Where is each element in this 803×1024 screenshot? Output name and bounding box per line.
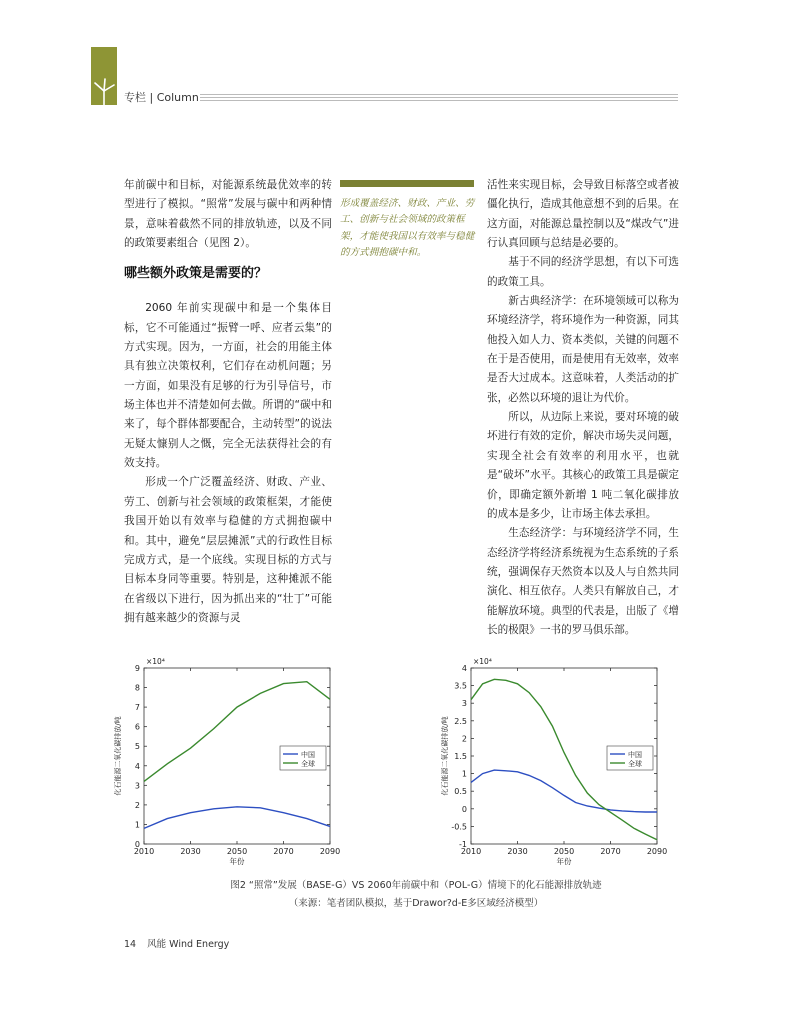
paragraph: 生态经济学：与环境经济学不同，生态经济学将经济系统视为生态系统的子系统，强调保存天然资本以及人与自然共同演化、相互依存。人类只有解放自己，才能解放环境。典型的代表是，出版了《增长的极限》一书的罗马俱乐部。 [487,527,679,636]
paragraph: 2060 年前实现碳中和是一个集体目标，它不可能通过“振臂一呼、应者云集”的方式实现。因为，一方面，社会的用能主体具有独立决策权利，它们存在动机问题；另一方面，如果没有足够的行为引导信号，市场主体也并不清楚如何去做。所谓的“碳中和来了，每个群体都要配合，主动转型”的说法无疑太慷别人之慨，完全无法获得社会的有效支持。 [124,302,332,470]
series-line-china [471,770,657,812]
y-exponent-label: ×10⁴ [146,657,165,666]
x-tick-label: 2030 [507,847,528,856]
y-axis-label: 化石能源二氧化碳排放/吨 [441,716,449,796]
y-tick-label: 3 [134,781,140,791]
y-tick-label: 2 [461,734,467,744]
magazine-name: 风能 Wind Energy [147,939,230,950]
y-tick-label: 2.5 [454,716,467,726]
paragraph: 新古典经济学：在环境领域可以称为环境经济学，将环境作为一种资源，同其他投入如人力、资本类似，关键的问题不在于是否使用，而是使用有无效率，效率是否大过成本。这意味着，人类活动的扩张，必然以环境的退让为代价。 [487,295,679,404]
section-heading: 哪些额外政策是需要的？ [124,266,268,282]
chart-base-g [110,650,360,870]
y-tick-label: 2 [134,800,140,810]
pullquote: 形成覆盖经济、财政、产业、劳工、创新与社会领域的政策框架，才能使我国以有效率与稳健的方式拥抱碳中和。 [340,198,475,258]
pullquote-bar [340,180,474,187]
y-axis-label: 化石能源二氧化碳排放/吨 [114,716,122,796]
x-tick-label: 2090 [319,847,341,856]
x-axis-label: 年份 [229,857,245,866]
legend-label: 全球 [301,760,315,768]
page-footer [124,936,237,950]
series-line-china [144,807,330,829]
x-tick-label: 2010 [133,847,155,856]
wind-turbine-logo [91,47,117,105]
y-tick-label: 0 [461,804,467,814]
y-tick-label: 3.5 [454,681,467,691]
y-tick-label: -1 [459,840,467,849]
legend-label: 中国 [301,751,315,759]
text-column-left [124,176,332,628]
y-tick-label: 9 [134,664,140,673]
legend-label: 全球 [628,760,642,768]
x-tick-label: 2050 [553,847,575,856]
x-tick-label: 2050 [226,847,248,856]
text-column-right [487,176,679,640]
x-tick-label: 2090 [646,847,668,856]
y-tick-label: 7 [134,703,140,713]
y-tick-label: 1 [134,820,140,830]
paragraph: 所以，从边际上来说，要对环境的破坏进行有效的定价，解决市场失灵问题，实现全社会有效率的利用水平，也就是“破坏”水平。其核心的政策工具是碳定价，即确定额外新增 1 吨二氧化碳排放的成本是多少，让市场主体去承担。 [487,411,679,520]
y-tick-label: 0 [134,840,140,849]
y-tick-label: 1.5 [454,752,467,761]
paragraph: 形成一个广泛覆盖经济、财政、产业、劳工、创新与社会领域的政策框架，才能使我国开始以有效率与稳健的方式拥抱碳中和。其中，避免“层层摊派”式的行政性目标完成方式，是一个底线。实现目标的方式与目标本身同等重要。特别是，这种摊派不能在省级以下进行，因为抓出来的“壮丁”可能拥有越来越少的资源与灵 [124,476,332,624]
y-tick-label: 1 [461,769,467,779]
y-tick-label: -0.5 [451,822,467,832]
x-tick-label: 2010 [460,847,482,856]
y-tick-label: 6 [134,722,140,732]
y-tick-label: 0.5 [454,787,467,797]
paragraph: 活性来实现目标，会导致目标落空或者被僵化执行，造成其他意想不到的后果。在这方面，对能源总量控制以及“煤改气”进行认真回顾与总结是必要的。 [487,179,679,250]
page-number: 14 [124,939,137,950]
y-exponent-label: ×10⁴ [473,657,492,666]
figure-caption [216,877,616,913]
x-tick-label: 2070 [600,847,621,856]
x-tick-label: 2070 [273,847,294,856]
chart-pol-g [437,650,687,870]
caption-source: （来源：笔者团队模拟，基于Drawor?d-E多区域经济模型） [288,898,544,909]
paragraph: 年前碳中和目标，对能源系统最优效率的转型进行了模拟。“照常”发展与碳中和两种情景，意味着截然不同的排放轨迹，以及不同的政策要素组合（见图 2）。 [124,179,332,250]
header-rule [200,94,678,103]
caption-line: 图2 “照常”发展（BASE-G）VS 2060年前碳中和（POL-G）情境下的化石能源排放轨迹 [230,880,602,891]
x-tick-label: 2030 [180,847,201,856]
y-tick-label: 4 [461,664,467,673]
y-tick-label: 3 [461,699,467,709]
y-tick-label: 4 [134,761,140,771]
column-label: 专栏 | Column [124,91,199,104]
y-tick-label: 5 [134,742,140,752]
paragraph: 基于不同的经济学思想，有以下可选的政策工具。 [487,256,679,288]
y-tick-label: 8 [134,683,140,693]
x-axis-label: 年份 [556,857,572,866]
legend-label: 中国 [628,751,642,759]
